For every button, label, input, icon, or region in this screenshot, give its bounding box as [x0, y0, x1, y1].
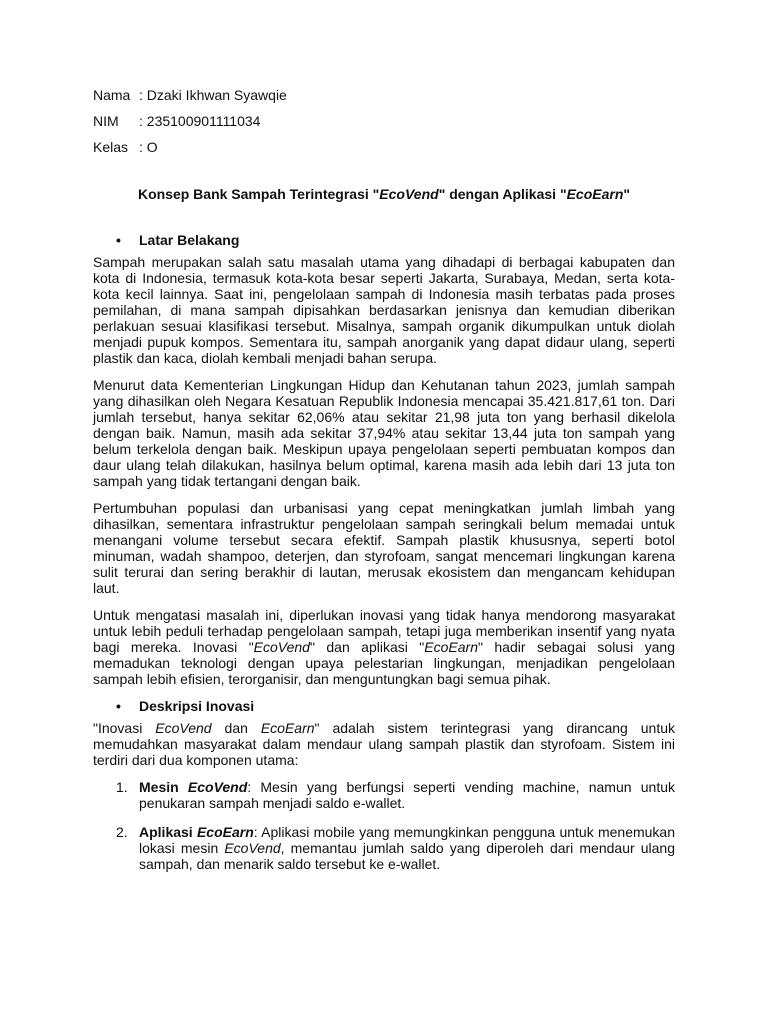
list-item-term: Mesin — [139, 779, 188, 795]
title-text: Konsep Bank Sampah Terintegrasi " — [137, 186, 380, 202]
list-item-term-emphasis: EcoVend — [187, 779, 248, 795]
list-item-emphasis: EcoVend — [224, 840, 281, 856]
document-title — [93, 186, 675, 202]
list-item-text: , memantau jumlah saldo yang diperoleh dari mendaur ulang sampah, dan menarik saldo tersebut ke e-wallet. — [139, 840, 675, 872]
identity-label: NIM — [93, 113, 119, 129]
bullet-icon: • — [116, 232, 121, 248]
student-identity — [93, 84, 675, 162]
paragraph — [93, 607, 675, 687]
list-number: 1. — [116, 779, 128, 795]
document-content — [93, 84, 675, 885]
paragraph-emphasis: EcoEarn — [424, 639, 478, 655]
list-item — [93, 779, 675, 811]
paragraph-text: "Inovasi — [93, 720, 156, 736]
list-item-text: : Mesin yang berfungsi seperti vending machine, namun untuk penukaran sampah menjadi saldo e-wallet. — [139, 779, 675, 811]
list-item-text: : Aplikasi mobile yang memungkinkan pengguna untuk menemukan lokasi mesin — [139, 824, 675, 856]
paragraph: Pertumbuhan populasi dan urbanisasi yang cepat meningkatkan jumlah limbah yang dihasilkan, sementara infrastruktur pengelolaan sampah seringkali belum memadai untuk menangani volume tersebut secara efektif. Sampah plastik khususnya, seperti botol minuman, wadah shampoo, deterjen, dan styrofoam, sangat mencemari lingkungan karena sulit terurai dan sering berakhir di lautan, merusak ekosistem dan mengancam kehidupan laut. — [93, 500, 675, 596]
list-item-term: Aplikasi — [139, 824, 197, 840]
title-emphasis: EcoVend — [379, 186, 439, 202]
paragraph — [93, 720, 675, 768]
list-item — [93, 824, 675, 872]
paragraph-text: " hadir sebagai solusi yang memadukan teknologi dengan upaya pelestarian lingkungan, menjadikan pengelolaan sampah lebih efisien, terorganisir, dan menguntungkan bagi semua pihak. — [93, 639, 676, 687]
paragraph-emphasis: EcoVend — [253, 639, 310, 655]
paragraph-emphasis: EcoVend — [155, 720, 212, 736]
section-heading-text: Deskripsi Inovasi — [139, 698, 255, 714]
paragraph-emphasis: EcoEarn — [260, 720, 315, 736]
list-number: 2. — [116, 824, 128, 840]
paragraph-text: " dan aplikasi " — [309, 639, 425, 655]
identity-row-nama — [93, 84, 675, 110]
title-text: " — [623, 186, 631, 202]
identity-label: Nama — [93, 87, 131, 103]
identity-value: : 235100901111034 — [139, 113, 261, 129]
identity-row-kelas — [93, 136, 675, 162]
identity-row-nim — [93, 110, 675, 136]
paragraph-text: Untuk mengatasi masalah ini, diperlukan inovasi yang tidak hanya mendorong masyarakat untuk lebih peduli terhadap pengelolaan sampah, tetapi juga memberikan insentif yang nyata bagi mereka. Inovasi " — [93, 607, 675, 655]
paragraph: Menurut data Kementerian Lingkungan Hidup dan Kehutanan tahun 2023, jumlah sampah yang dihasilkan oleh Negara Kesatuan Republik Indonesia mencapai 35.421.817,61 ton. Dari jumlah tersebut, hanya sekitar 62,06% atau sekitar 21,98 juta ton yang berhasil dikelola dengan baik. Namun, masih ada sekitar 37,94% atau sekitar 13,44 juta ton sampah yang belum terkelola dengan baik. Meskipun upaya pengelolaan seperti pembuatan kompos dan daur ulang telah dilakukan, hasilnya belum optimal, karena masih ada lebih dari 13 juta ton sampah yang tidak tertangani dengan baik. — [93, 377, 675, 489]
identity-value: : Dzaki Ikhwan Syawqie — [139, 87, 287, 103]
title-text: " dengan Aplikasi " — [438, 186, 567, 202]
list-item-term-emphasis: EcoEarn — [196, 824, 254, 840]
bullet-icon: • — [116, 698, 121, 714]
section-heading-text: Latar Belakang — [139, 232, 240, 248]
identity-label: Kelas — [93, 139, 129, 155]
paragraph-text: dan — [211, 720, 261, 736]
paragraph-text: " adalah sistem terintegrasi yang dirancang untuk memudahkan masyarakat dalam mendaur ulang sampah plastik dan styrofoam. Sistem ini terdiri dari dua komponen utama: — [93, 720, 676, 768]
identity-value: : O — [139, 139, 158, 155]
section-heading-latar-belakang — [93, 232, 675, 248]
title-emphasis: EcoEarn — [566, 186, 624, 202]
section-heading-deskripsi-inovasi — [93, 698, 675, 714]
paragraph: Sampah merupakan salah satu masalah utama yang dihadapi di berbagai kabupaten dan kota di Indonesia, termasuk kota-kota besar seperti Jakarta, Surabaya, Medan, serta kota-kota kecil lainnya. Saat ini, pengelolaan sampah di Indonesia masih terbatas pada proses pemilahan, di mana sampah dipisahkan berdasarkan jenisnya dan kemudian diberikan perlakuan sesuai klasifikasi tersebut. Misalnya, sampah organik dikumpulkan untuk diolah menjadi pupuk kompos. Sementara itu, sampah anorganik yang dapat didaur ulang, seperti plastik dan kaca, diolah kembali menjadi bahan serupa. — [93, 254, 675, 366]
